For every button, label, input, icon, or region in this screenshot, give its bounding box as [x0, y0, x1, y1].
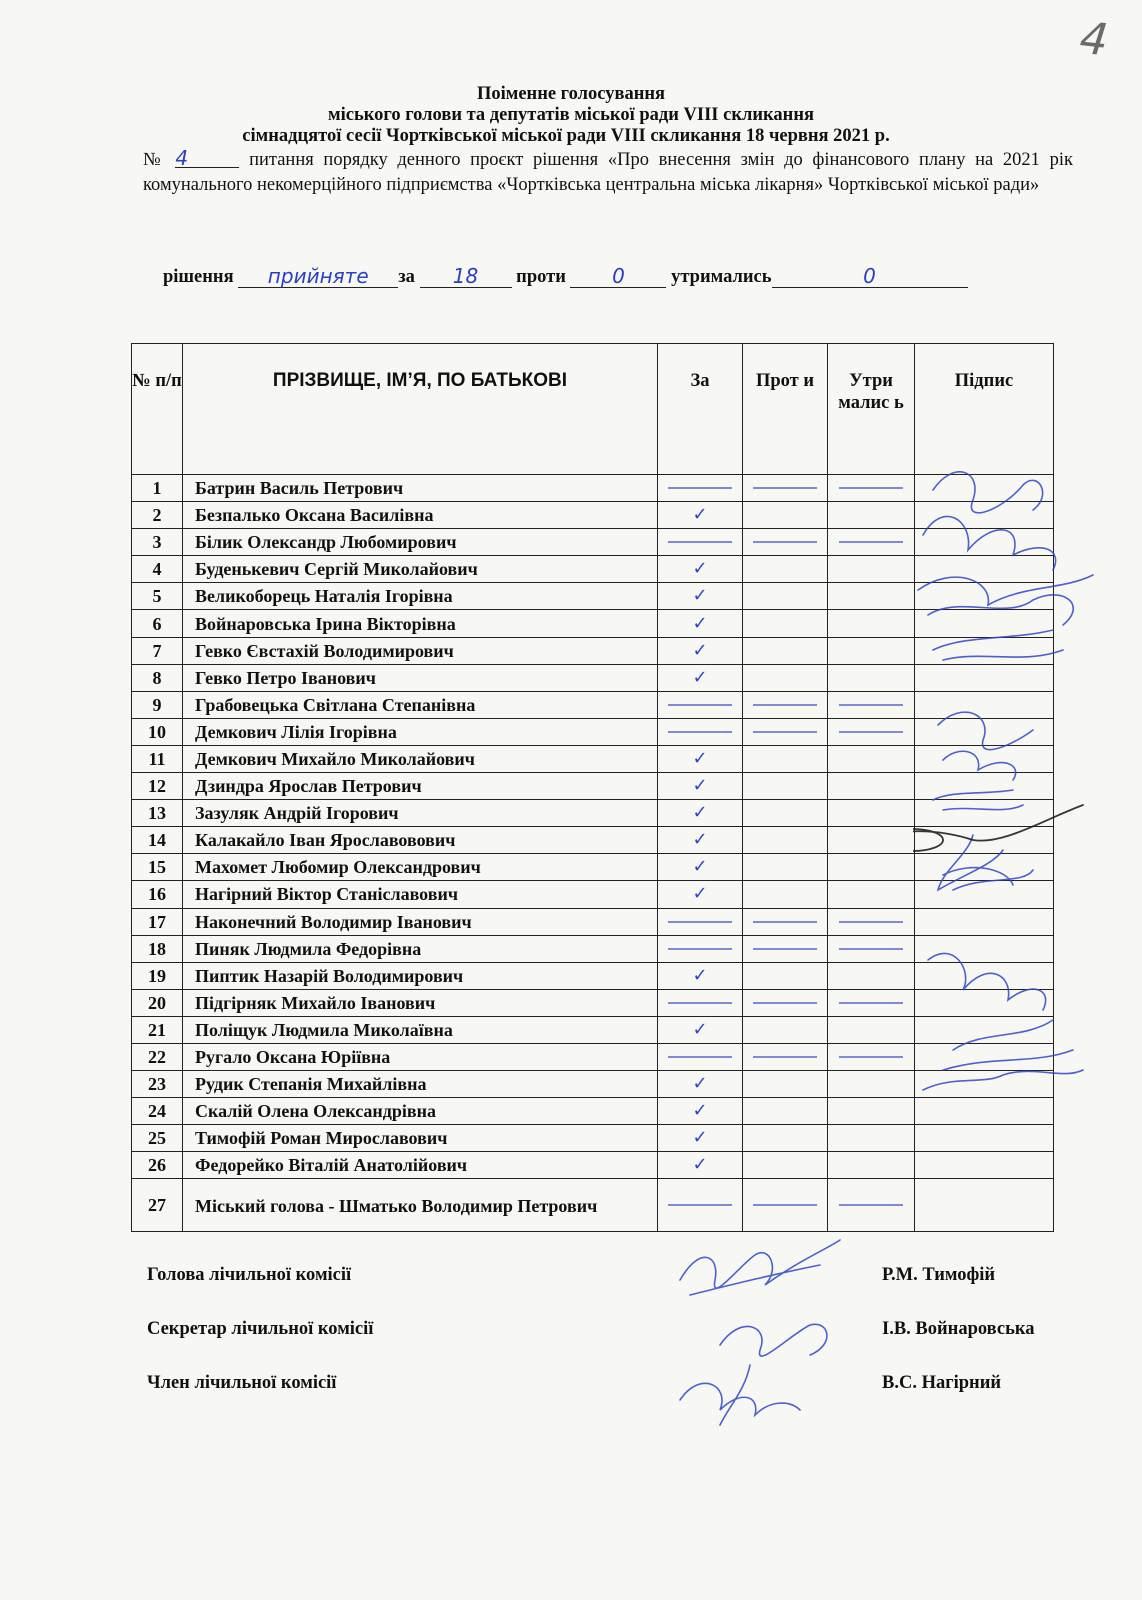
- vote-for-cell: [658, 854, 743, 881]
- vote-for-cell: [658, 908, 743, 935]
- absent-dash-icon: [753, 731, 817, 733]
- table-row: [132, 691, 1054, 718]
- vote-against-cell: [743, 637, 828, 664]
- checkmark-icon: ✓: [692, 666, 708, 688]
- row-number: 16: [132, 881, 183, 908]
- absent-dash-icon: [753, 704, 817, 706]
- deputy-name: Міський голова - Шматько Володимир Петрович: [183, 1179, 658, 1232]
- vote-abstain-cell: [828, 1098, 915, 1125]
- deputy-name: Дзиндра Ярослав Петрович: [183, 773, 658, 800]
- deputy-name: Пиняк Людмила Федорівна: [183, 935, 658, 962]
- vote-for-cell: [658, 718, 743, 745]
- deputy-name: Гевко Петро Іванович: [183, 664, 658, 691]
- commission-role: Член лічильної комісії: [147, 1373, 337, 1393]
- signature-cell: [915, 1071, 1054, 1098]
- commission-role: Голова лічильної комісії: [147, 1265, 352, 1285]
- signature-cell: [915, 935, 1054, 962]
- row-number: 25: [132, 1125, 183, 1152]
- question-text: питання порядку денного проєкт рішення «Про внесення змін до фінансового плану на 2021 рік комунального некомерційного підприємства «Чортківська центральна міська лікарня» Чортківської міської ради»: [143, 150, 1073, 195]
- deputy-name: Федорейко Віталій Анатолійович: [183, 1152, 658, 1179]
- vote-against-cell: [743, 1179, 828, 1232]
- row-number: 18: [132, 935, 183, 962]
- signature-cell: [915, 745, 1054, 772]
- vote-against-cell: [743, 691, 828, 718]
- signature-cell: [915, 529, 1054, 556]
- vote-abstain-cell: [828, 664, 915, 691]
- deputy-name: Демкович Михайло Миколайович: [183, 745, 658, 772]
- vote-against-cell: [743, 1152, 828, 1179]
- table-row: [132, 1179, 1054, 1232]
- row-number: 1: [132, 475, 183, 502]
- table-row: [132, 962, 1054, 989]
- row-number: 20: [132, 989, 183, 1016]
- deputy-name: Підгірняк Михайло Іванович: [183, 989, 658, 1016]
- header-subtitle: міського голови та депутатів міської ради VIII скликання: [328, 105, 814, 125]
- checkmark-icon: ✓: [692, 964, 708, 986]
- signature-cell: [915, 691, 1054, 718]
- vote-for-cell: [658, 935, 743, 962]
- question-number: 4: [175, 149, 239, 168]
- vote-against-cell: [743, 1043, 828, 1070]
- absent-dash-icon: [753, 541, 817, 543]
- absent-dash-icon: [753, 1204, 817, 1206]
- agenda-question: [143, 148, 1073, 198]
- absent-dash-icon: [668, 1002, 732, 1004]
- signature-cell: [915, 989, 1054, 1016]
- vote-abstain-cell: [828, 691, 915, 718]
- vote-for-cell: [658, 691, 743, 718]
- deputy-name: Грабовецька Світлана Степанівна: [183, 691, 658, 718]
- signature-cell: [915, 556, 1054, 583]
- vote-abstain-cell: [828, 935, 915, 962]
- table-row: [132, 1152, 1054, 1179]
- vote-against-cell: [743, 1016, 828, 1043]
- decision-line: [163, 265, 1063, 288]
- vote-abstain-cell: [828, 989, 915, 1016]
- vote-abstain-cell: [828, 881, 915, 908]
- absent-dash-icon: [839, 1002, 903, 1004]
- vote-abstain-cell: [828, 745, 915, 772]
- signature-cell: [915, 610, 1054, 637]
- row-number: 22: [132, 1043, 183, 1070]
- row-number: 12: [132, 773, 183, 800]
- signature-cell: [915, 502, 1054, 529]
- vote-against-cell: [743, 989, 828, 1016]
- absent-dash-icon: [839, 948, 903, 950]
- signature-cell: [915, 773, 1054, 800]
- absent-dash-icon: [839, 921, 903, 923]
- table-row: [132, 935, 1054, 962]
- row-number: 3: [132, 529, 183, 556]
- question-prefix: №: [143, 150, 166, 170]
- absent-dash-icon: [753, 1056, 817, 1058]
- deputy-name: Великоборець Наталія Ігорівна: [183, 583, 658, 610]
- row-number: 9: [132, 691, 183, 718]
- vote-abstain-cell: [828, 1125, 915, 1152]
- table-row: [132, 583, 1054, 610]
- signature-cell: [915, 1098, 1054, 1125]
- vote-for-cell: [658, 1071, 743, 1098]
- absent-dash-icon: [668, 731, 732, 733]
- table-row: [132, 529, 1054, 556]
- vote-against-cell: [743, 1071, 828, 1098]
- vote-abstain-cell: [828, 800, 915, 827]
- counting-commission: [147, 1265, 1047, 1427]
- row-number: 2: [132, 502, 183, 529]
- signature-cell: [915, 881, 1054, 908]
- absent-dash-icon: [839, 1204, 903, 1206]
- vote-against-cell: [743, 854, 828, 881]
- deputy-name: Зазуляк Андрій Ігорович: [183, 800, 658, 827]
- checkmark-icon: ✓: [692, 883, 708, 905]
- col-against-header: Прот и: [743, 344, 828, 475]
- vote-against-cell: [743, 908, 828, 935]
- deputy-name: Безпалько Оксана Василівна: [183, 502, 658, 529]
- signature-cell: [915, 1179, 1054, 1232]
- row-number: 21: [132, 1016, 183, 1043]
- deputy-name: Ругало Оксана Юріївна: [183, 1043, 658, 1070]
- row-number: 8: [132, 664, 183, 691]
- vote-abstain-cell: [828, 1152, 915, 1179]
- absent-dash-icon: [668, 704, 732, 706]
- checkmark-icon: ✓: [692, 585, 708, 607]
- page-number: 4: [1077, 12, 1111, 67]
- decision-label: рішення: [163, 267, 234, 287]
- signature-cell: [915, 908, 1054, 935]
- signature-cell: [915, 475, 1054, 502]
- signature-cell: [915, 962, 1054, 989]
- vote-for-cell: [658, 745, 743, 772]
- checkmark-icon: ✓: [692, 1127, 708, 1149]
- absent-dash-icon: [839, 541, 903, 543]
- vote-against-cell: [743, 502, 828, 529]
- row-number: 14: [132, 827, 183, 854]
- vote-against-cell: [743, 1098, 828, 1125]
- table-row: [132, 1098, 1054, 1125]
- absent-dash-icon: [839, 731, 903, 733]
- checkmark-icon: ✓: [692, 1018, 708, 1040]
- col-number-header: № п/п: [132, 344, 183, 475]
- table-row: [132, 556, 1054, 583]
- vote-against-cell: [743, 556, 828, 583]
- vote-for-cell: [658, 637, 743, 664]
- row-number: 13: [132, 800, 183, 827]
- document-header: [0, 84, 1142, 147]
- commission-row: [147, 1265, 1047, 1319]
- row-number: 19: [132, 962, 183, 989]
- commission-role: Секретар лічильної комісії: [147, 1319, 374, 1339]
- vote-abstain-cell: [828, 475, 915, 502]
- vote-abstain-cell: [828, 854, 915, 881]
- vote-abstain-cell: [828, 1043, 915, 1070]
- header-title: Поіменне голосування: [476, 84, 666, 104]
- signature-cell: [915, 1016, 1054, 1043]
- vote-abstain-cell: [828, 1179, 915, 1232]
- vote-against-cell: [743, 610, 828, 637]
- vote-against-cell: [743, 935, 828, 962]
- absent-dash-icon: [753, 1002, 817, 1004]
- absent-dash-icon: [668, 948, 732, 950]
- col-signature-header: Підпис: [915, 344, 1054, 475]
- row-number: 7: [132, 637, 183, 664]
- deputy-name: Демкович Лілія Ігорівна: [183, 718, 658, 745]
- vote-against-cell: [743, 718, 828, 745]
- deputy-name: Батрин Василь Петрович: [183, 475, 658, 502]
- vote-against-cell: [743, 583, 828, 610]
- vote-against-cell: [743, 773, 828, 800]
- deputy-name: Пиптик Назарій Володимирович: [183, 962, 658, 989]
- vote-for-cell: [658, 1016, 743, 1043]
- table-row: [132, 1071, 1054, 1098]
- vote-against-cell: [743, 664, 828, 691]
- row-number: 26: [132, 1152, 183, 1179]
- table-row: [132, 718, 1054, 745]
- vote-against-cell: [743, 881, 828, 908]
- checkmark-icon: ✓: [692, 558, 708, 580]
- checkmark-icon: ✓: [692, 802, 708, 824]
- checkmark-icon: ✓: [692, 1100, 708, 1122]
- commission-row: [147, 1319, 1047, 1373]
- table-row: [132, 881, 1054, 908]
- vote-against-cell: [743, 529, 828, 556]
- table-row: [132, 1016, 1054, 1043]
- checkmark-icon: ✓: [692, 829, 708, 851]
- for-label: за: [398, 267, 415, 287]
- checkmark-icon: ✓: [692, 612, 708, 634]
- deputy-name: Рудик Степанія Михайлівна: [183, 1071, 658, 1098]
- vote-for-cell: [658, 773, 743, 800]
- against-count: 0: [570, 265, 666, 288]
- checkmark-icon: ✓: [692, 504, 708, 526]
- row-number: 27: [132, 1179, 183, 1232]
- roll-call-table: [131, 343, 1054, 1232]
- row-number: 4: [132, 556, 183, 583]
- deputy-name: Нагірний Віктор Станіславович: [183, 881, 658, 908]
- vote-for-cell: [658, 502, 743, 529]
- table-row: [132, 745, 1054, 772]
- against-label: проти: [516, 267, 566, 287]
- signature-cell: [915, 854, 1054, 881]
- commission-member: І.В. Войнаровська: [882, 1319, 1035, 1339]
- absent-dash-icon: [668, 1056, 732, 1058]
- table-row: [132, 610, 1054, 637]
- vote-for-cell: [658, 1098, 743, 1125]
- vote-abstain-cell: [828, 529, 915, 556]
- row-number: 11: [132, 745, 183, 772]
- table-row: [132, 800, 1054, 827]
- vote-abstain-cell: [828, 556, 915, 583]
- checkmark-icon: ✓: [692, 639, 708, 661]
- vote-for-cell: [658, 962, 743, 989]
- table-row: [132, 637, 1054, 664]
- table-header-row: [132, 344, 1054, 475]
- abstain-count: 0: [772, 265, 968, 288]
- vote-against-cell: [743, 800, 828, 827]
- deputy-name: Войнаровська Ірина Вікторівна: [183, 610, 658, 637]
- abstain-label: утримались: [671, 267, 772, 287]
- signature-cell: [915, 583, 1054, 610]
- checkmark-icon: ✓: [692, 856, 708, 878]
- checkmark-icon: ✓: [692, 1073, 708, 1095]
- deputy-name: Скалій Олена Олександрівна: [183, 1098, 658, 1125]
- absent-dash-icon: [668, 921, 732, 923]
- table-row: [132, 854, 1054, 881]
- vote-abstain-cell: [828, 1071, 915, 1098]
- header-session: сімнадцятої сесії Чортківської міської ради VIII скликання 18 червня 2021 р.: [242, 126, 890, 146]
- checkmark-icon: ✓: [692, 775, 708, 797]
- table-row: [132, 1043, 1054, 1070]
- checkmark-icon: ✓: [692, 747, 708, 769]
- vote-for-cell: [658, 1043, 743, 1070]
- row-number: 5: [132, 583, 183, 610]
- col-name-header: ПРІЗВИЩЕ, ІМ’Я, ПО БАТЬКОВІ: [183, 344, 658, 475]
- col-abstain-header: Утри малис ь: [828, 344, 915, 475]
- vote-for-cell: [658, 881, 743, 908]
- signature-cell: [915, 1152, 1054, 1179]
- vote-for-cell: [658, 664, 743, 691]
- table-row: [132, 827, 1054, 854]
- vote-against-cell: [743, 745, 828, 772]
- absent-dash-icon: [839, 704, 903, 706]
- row-number: 17: [132, 908, 183, 935]
- deputy-name: Тимофій Роман Мирославович: [183, 1125, 658, 1152]
- row-number: 23: [132, 1071, 183, 1098]
- vote-for-cell: [658, 800, 743, 827]
- deputy-name: Махомет Любомир Олександрович: [183, 854, 658, 881]
- col-for-header: За: [658, 344, 743, 475]
- vote-abstain-cell: [828, 610, 915, 637]
- vote-abstain-cell: [828, 583, 915, 610]
- checkmark-icon: ✓: [692, 1154, 708, 1176]
- vote-for-cell: [658, 556, 743, 583]
- absent-dash-icon: [668, 1204, 732, 1206]
- signature-cell: [915, 664, 1054, 691]
- vote-abstain-cell: [828, 502, 915, 529]
- vote-for-cell: [658, 989, 743, 1016]
- table-row: [132, 502, 1054, 529]
- deputy-name: Калакайло Іван Ярославовович: [183, 827, 658, 854]
- commission-member: Р.М. Тимофій: [882, 1265, 996, 1285]
- vote-against-cell: [743, 827, 828, 854]
- signature-cell: [915, 1043, 1054, 1070]
- deputy-name: Наконечний Володимир Іванович: [183, 908, 658, 935]
- vote-abstain-cell: [828, 1016, 915, 1043]
- signature-cell: [915, 800, 1054, 827]
- vote-against-cell: [743, 1125, 828, 1152]
- signature-cell: [915, 718, 1054, 745]
- vote-abstain-cell: [828, 637, 915, 664]
- table-row: [132, 989, 1054, 1016]
- vote-for-cell: [658, 1152, 743, 1179]
- vote-against-cell: [743, 962, 828, 989]
- row-number: 24: [132, 1098, 183, 1125]
- vote-for-cell: [658, 475, 743, 502]
- absent-dash-icon: [753, 921, 817, 923]
- absent-dash-icon: [753, 948, 817, 950]
- deputy-name: Білик Олександр Любомирович: [183, 529, 658, 556]
- signature-cell: [915, 827, 1054, 854]
- absent-dash-icon: [839, 1056, 903, 1058]
- table-row: [132, 773, 1054, 800]
- table-row: [132, 908, 1054, 935]
- vote-for-cell: [658, 1179, 743, 1232]
- vote-abstain-cell: [828, 827, 915, 854]
- deputy-name: Гевко Євстахій Володимирович: [183, 637, 658, 664]
- vote-against-cell: [743, 475, 828, 502]
- vote-for-cell: [658, 827, 743, 854]
- table-row: [132, 475, 1054, 502]
- absent-dash-icon: [668, 541, 732, 543]
- decision-value: прийняте: [238, 265, 398, 288]
- absent-dash-icon: [753, 487, 817, 489]
- table-row: [132, 664, 1054, 691]
- signature-cell: [915, 1125, 1054, 1152]
- vote-for-cell: [658, 610, 743, 637]
- vote-abstain-cell: [828, 718, 915, 745]
- vote-abstain-cell: [828, 908, 915, 935]
- vote-for-cell: [658, 583, 743, 610]
- deputy-name: Поліщук Людмила Миколаївна: [183, 1016, 658, 1043]
- absent-dash-icon: [668, 487, 732, 489]
- vote-abstain-cell: [828, 773, 915, 800]
- commission-row: [147, 1373, 1047, 1427]
- vote-for-cell: [658, 1125, 743, 1152]
- deputy-name: Буденькевич Сергій Миколайович: [183, 556, 658, 583]
- vote-for-cell: [658, 529, 743, 556]
- commission-member: В.С. Нагірний: [882, 1373, 1002, 1393]
- row-number: 10: [132, 718, 183, 745]
- row-number: 6: [132, 610, 183, 637]
- table-row: [132, 1125, 1054, 1152]
- vote-abstain-cell: [828, 962, 915, 989]
- absent-dash-icon: [839, 487, 903, 489]
- row-number: 15: [132, 854, 183, 881]
- for-count: 18: [420, 265, 512, 288]
- signature-cell: [915, 637, 1054, 664]
